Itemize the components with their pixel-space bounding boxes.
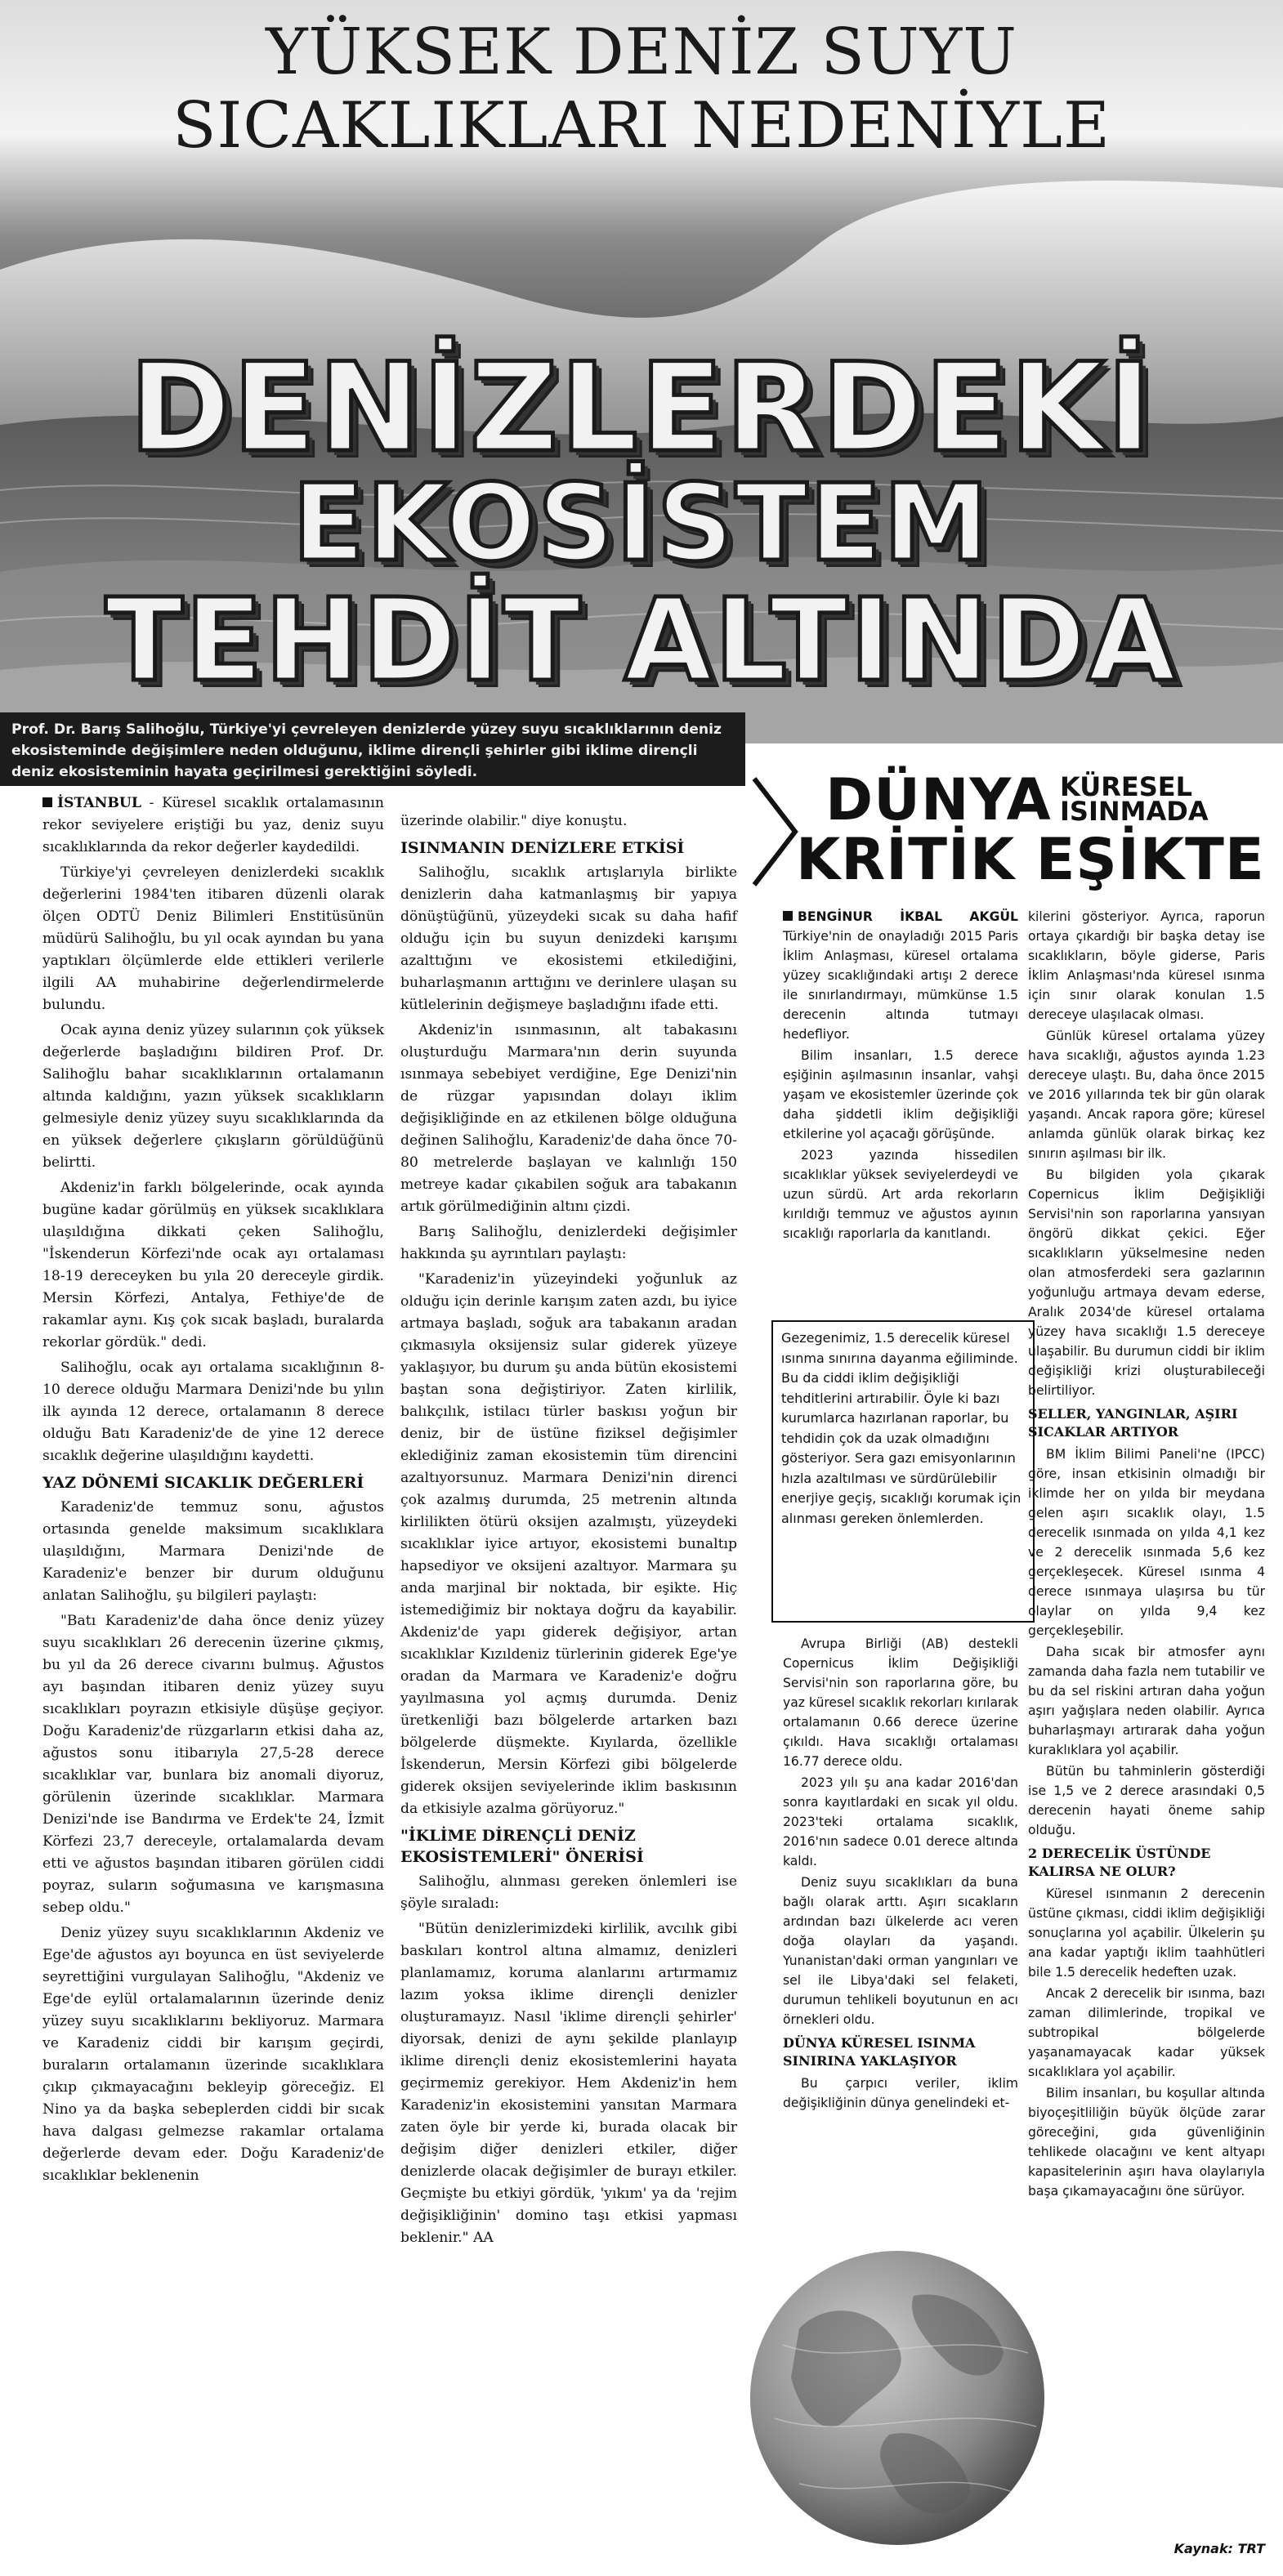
article-source: AA xyxy=(473,2230,494,2246)
side-article-column-1-top xyxy=(783,907,1018,1245)
paragraph: Salihoğlu, alınması gereken önlemleri ise şöyle sıraladı: xyxy=(400,1873,737,1912)
author-byline: BENGİNUR İKBAL AKGÜL xyxy=(798,909,1018,924)
side-headline-word2-line1: KÜRESEL xyxy=(1060,771,1193,802)
headline-line1: DENİZLERDEKİ xyxy=(129,337,1154,480)
highlight-box: Gezegenimiz, 1.5 derecelik küresel ısınma sınırına dayanma eğiliminde. Bu da ciddi iklim değişikliği tehditlerini artırabilir. Öyle ki bazı kurumlarca hazırlanan raporlar, bu tehdidin çok da uzak olmadığını gösteriyor. Sera gazı emisyonlarının hızla azaltılması ve sürdürülebilir enerjiye geçiş, sıcaklığı korumak için alınması gereken önlemlerden. xyxy=(771,1320,1035,1623)
paragraph: Ocak ayına deniz yüzey sularının çok yüksek değerlerde başladığını bildiren Prof. Dr. Salihoğlu bahar sıcaklıklarının ortalamanın altında kaldığını, yazın yüksek sıcaklıkların gelmesiyle deniz yüzey suyu sıcaklıklarında da en yüksek değerlere çıkışların görüldüğünü belirtti. xyxy=(42,1022,384,1171)
paragraph: Bu bilgiden yola çıkarak Copernicus İklim Değişikliği Servisi'nin son raporlarına yansıyan öngörü dikkat çekici. Eğer sıcaklıkların yükselmesine neden olan atmosferdeki sera gazlarının yoğunluğu artmaya devam ederse, Aralık 2034'de küresel ortalama yüzey hava sıcaklığı 1.5 dereceye ulaşabilir. Bu durumun ciddi bir iklim değişikliği krizi oluşturabileceği belirtiliyor. xyxy=(1028,1167,1265,1398)
paragraph: Daha sıcak bir atmosfer aynı zamanda daha fazla nem tutabilir ve bu da sel riskini artıran daha yoğun aşırı yağışlara neden olabilir. Ayrıca buharlaşmayı artırarak daha yoğun kuraklıklara yol açabilir. xyxy=(1028,1645,1265,1757)
bullet-square-icon xyxy=(783,911,793,921)
paragraph: Ancak 2 derecelik bir ısınma, bazı zaman dilimlerinde, tropikal ve subtropikal bölgelerde yaşanamayacak kadar yüksek sıcaklıklara yol açabilir. xyxy=(1028,1986,1265,2079)
paragraph: "Karadeniz'in yüzeyindeki yoğunluk az olduğu için derinle karışım zaten azdı, bu iyice artmaya başladı, soğuk ara tabakanın aradan çıkmasıyla oksijensiz sular giderek yüzeye yaklaşıyor, bu durum şu anda bütün ekosistemi baştan sona değiştiriyor. Zaten kirlilik, balıkçılık, istilacı türler baskısı yoğun bir deniz, bir de üstüne fiziksel değişimler eklediğiniz zaman ekosistemin tüm direncini azaltıyorsunuz. Marmara Denizi'nin direnci çok azalmış durumda, 25 metrenin altında kirlilikten ötürü oksijen azalmıştı, yüzeydeki sıcaklıklar iyice artıyor, ekosistemi bunaltıp hapsediyor ve oksijeni azaltıyor. Marmara şu anda marjinal bir noktada, bir eşikte. Hiç istemediğimiz bir noktaya doğru da kayabilir. Akdeniz'de yapı giderek değişiyor, artan sıcaklıklar Kızıldeniz türlerinin giderek Ege'ye oradan da Marmara ve Karadeniz'e doğru yayılmasına yol açmış durumda. Deniz üretkenliği bazı bölgelerde artarken bazı bölgelerde düşmekte. Kıyılarda, özellikle İskenderun, Mersin Körfezi gibi bölgelerde giderek oksijen seviyelerinde iklim baskısının da etkisiyle azalma görüyoruz." xyxy=(400,1271,737,1817)
paragraph: Salihoğlu, sıcaklık artışlarıyla birlikte denizlerin daha katmanlaşmış bir yapıya dönüştüğünü, yüzeydeki sıcak su daha hafif olduğu için bu suyun denizdeki karışımı azalttığını ve ekosistemi etkilediğini, buharlaşmanın arttığını ve derinlere ulaşan su kütlelerinin değişmeye başladığını ifade etti. xyxy=(400,864,737,1013)
subheading: 2 DERECELİK ÜSTÜNDE KALIRSA NE OLUR? xyxy=(1028,1846,1211,1879)
paragraph-text: - Küresel sıcaklık ortalamasının rekor seviyelere eriştiği bu yaz, deniz suyu sıcaklıklarında da rekor değerler kaydedildi. xyxy=(42,795,384,855)
hero-photo xyxy=(0,0,1283,743)
paragraph-text: Türkiye'nin de onayladığı 2015 Paris İklim Anlaşması, küresel ortalama yüzey sıcaklığındaki artışı 2 derece ile sınırlandırmayı, mümkünse 1.5 derecenin altında tutmayı hedefliyor. xyxy=(783,929,1018,1042)
side-article-column-2 xyxy=(1028,907,1265,2203)
side-headline-word3: KRİTİK EŞİKTE xyxy=(796,826,1265,893)
paragraph xyxy=(783,907,1018,1044)
paragraph: kilerini gösteriyor. Ayrıca, raporun ortaya çıkardığı bir başka detay ise sıcaklıkların, böyle giderse, Paris İklim Anlaşması'nda küresel ısınma için sınır olarak konulan 1.5 dereceye ulaşılacak olması. xyxy=(1028,909,1265,1022)
bullet-square-icon xyxy=(42,797,52,807)
paragraph: Avrupa Birliği (AB) destekli Copernicus İklim Değişikliği Servisi'nin son raporlarına göre, bu yaz küresel sıcaklık rekorları kırılarak ortalamanın 0.66 derece üzerine çıkıldı. Hava sıcaklığı ortalaması 16.77 derece oldu. xyxy=(783,1636,1018,1769)
top-title-line2: SICAKLIKLARI NEDENİYLE xyxy=(172,89,1111,163)
paragraph: Bütün bu tahminlerin gösterdiği ise 1,5 ve 2 derece arasındaki 0,5 derecenin hayati öneme sahip olduğu. xyxy=(1028,1764,1265,1837)
paragraph-text: "Bütün denizlerimizdeki kirlilik, avcılık gibi baskıları kontrol altına almamız, denizleri planlamamız, koruma alanlarını artırmamız lazım yoksa iklime dirençli denizler oluşturamayız. Nasıl 'iklime dirençli şehirler' diyorsak, denizi de aynı şekilde planlayıp iklime dirençli deniz ekosistemlerini hayata geçirmemiz gerekiyor. Hem Akdeniz'in hem Karadeniz'in ekosistemini yansıtan Marmara zaten öyle bir yerde ki, burada olacak bir değişim diğer denizleri etkiler, diğer denizlerde olacak değişimler de burayı etkiler. Geçmişte bu etkiyi gördük, 'yıkım' ya da 'rejim değişikliğinin' domino taşı etkisi yapması beklenir." xyxy=(400,1921,737,2246)
paragraph xyxy=(400,1918,737,2249)
paragraph: Deniz yüzey suyu sıcaklıklarının Akdeniz ve Ege'de ağustos ayı boyunca en üst seviyelerde seyrettiğini vurgulayan Salihoğlu, "Akdeniz ve Ege'de eylül ortalamalarının üzerinde deniz yüzey suyu sıcaklıklarını bekliyoruz. Marmara ve Karadeniz ciddi bir karışım geçirdi, buraların ortalamanın üzerinde sıcaklıklara çıkıp çıkmayacağını bekleyip göreceğiz. El Nino ya da başka sebeplerden ciddi bir sıcak hava dalgası gelmezse rakamlar ortalama değerlerde devam eder. Doğu Karadeniz'de sıcaklıklar beklenenin xyxy=(42,1925,384,2184)
chevron-right-icon xyxy=(750,775,799,889)
subheading: ISINMANIN DENİZLERE ETKİSİ xyxy=(400,839,685,857)
source-credit: Kaynak: TRT xyxy=(1173,2541,1265,2556)
side-headline-word2 xyxy=(1060,771,1281,827)
paragraph: BM İklim Bilimi Paneli'ne (IPCC) göre, insan etkisinin olmadığı bir iklimde her on yılda bir meydana gelen aşırı sıcaklık olayı, 1.5 derecelik ısınmada on yılda 4,1 kez ve 2 derecelik ısınmada 5,6 kez gerçekleşecek. Küresel ısınma 4 derece ısınmaya ulaşırsa bu tür olaylar on yılda 9,4 kez gerçekleşebilir. xyxy=(1028,1447,1265,1638)
subheading: YAZ DÖNEMİ SICAKLIK DEĞERLERİ xyxy=(42,1474,364,1492)
paragraph: 2023 yılı şu ana kadar 2016'dan sonra kayıtlardaki en sıcak yıl oldu. 2023'teki ortalama sıcaklık, 2016'nın sadece 0.01 derece altında kaldı. xyxy=(783,1775,1018,1868)
paragraph: Salihoğlu, ocak ayı ortalama sıcaklığının 8-10 derece olduğu Marmara Denizi'nde bu yılın ilk ayında 12 derece, ortalamanın 8 derece olduğu Batı Karadeniz'de de yine 12 derece sıcaklık değerine ulaşıldığını kaydetti. xyxy=(42,1359,384,1464)
subheading: "İKLİME DİRENÇLİ DENİZ EKOSİSTEMLERİ" ÖNERİSİ xyxy=(400,1827,644,1866)
paragraph: Barış Salihoğlu, denizlerdeki değişimler hakkında şu ayrıntıları paylaştı: xyxy=(400,1224,737,1262)
paragraph: Bu çarpıcı veriler, iklim değişikliğinin dünya genelindeki et- xyxy=(783,2076,1018,2110)
side-headline xyxy=(745,768,1283,899)
dateline: İSTANBUL xyxy=(57,795,141,811)
paragraph: Akdeniz'in ısınmasının, alt tabakasını oluşturduğu Marmara'nın derin suyunda ısınmaya sebebiyet verdiğine, Ege Denizi'nin de rüzgar yapısından dolayı iklim değişikliğinde en az etkilenen bölge olduğuna değinen Salihoğlu, Karadeniz'de daha önce 70-80 metrelerde başlayan ve kalınlığı 150 metreye kadar çıkabilen soğuk ara tabakanın artık görülmediğinin altını çizdi. xyxy=(400,1022,737,1215)
subheading: SELLER, YANGINLAR, AŞIRI SICAKLAR ARTIYOR xyxy=(1028,1406,1238,1440)
headline-line3: TEHDİT ALTINDA xyxy=(105,574,1178,708)
paragraph: Bilim insanları, bu koşullar altında biyoçeşitliliğin büyük ölçüde zarar göreceğini, gıda güvenliğinin tehlikede olacağını ve kent altyapı kapasitelerinin aşırı hava olaylarıyla başa çıkamayacağını öne sürüyor. xyxy=(1028,2086,1265,2199)
top-title-line1: YÜKSEK DENİZ SUYU xyxy=(266,16,1017,89)
headline-line2: EKOSİSTEM xyxy=(292,461,991,585)
paragraph: Akdeniz'in farklı bölgelerinde, ocak ayında bugüne kadar görülmüş en yüksek sıcaklıklara ulaşıldığına dikkati çeken Salihoğlu, "İskenderun Körfezi'nde ocak ayı ortalaması 18-19 dereceyken bu yıla 20 dereceyle girdik. Mersin Körfezi, Antalya, Fethiye'de de rakamlar aynı. Kış çok sıcak başladı, buralarda rekorlar gördük." dedi. xyxy=(42,1180,384,1351)
side-article-column-1-bottom xyxy=(783,1634,1018,2114)
paragraph xyxy=(42,792,384,859)
side-headline-word2-line2: ISINMADA xyxy=(1060,796,1209,827)
side-headline-word1: DÜNYA xyxy=(825,766,1052,833)
main-article-column-1 xyxy=(42,792,384,2190)
paragraph: üzerinde olabilir." diye konuştu. xyxy=(400,813,628,829)
paragraph: Günlük küresel ortalama yüzey hava sıcaklığı, ağustos ayında 1.23 dereceye ulaştı. Bu, daha önce 2015 ve 2016 yıllarında tek bir gün olarak yaşandı. Ancak rapora göre; küresel anlamda günlük olarak birkaç kez sınırın aşılması bir ilk. xyxy=(1028,1029,1265,1161)
paragraph: Bilim insanları, 1.5 derece eşiğinin aşılmasının insanlar, vahşi yaşam ve ekosistemler üzerinde çok daha şiddetli iklim değişikliği etkilerine yol açacağı görüşünde. xyxy=(783,1048,1018,1141)
paragraph: Küresel ısınmanın 2 derecenin üstüne çıkması, ciddi iklim değişikliği sonuçlarına yol açabilir. Ülkelerin şu ana kadar yaptığı iklim taahhütleri bile 1.5 derecelik hedeften uzak. xyxy=(1028,1886,1265,1980)
lead-paragraph: Prof. Dr. Barış Salihoğlu, Türkiye'yi çevreleyen denizlerde yüzey suyu sıcaklıklarının deniz ekosisteminde değişimlere neden olduğunu, iklime dirençli şehirler gibi iklime dirençli deniz ekosisteminin hayata geçirilmesi gerektiğini söyledi. xyxy=(0,712,745,786)
globe-image xyxy=(750,2222,1061,2565)
paragraph: 2023 yazında hissedilen sıcaklıklar yüksek seviyelerdeydi ve uzun sürdü. Art arda rekorların kırıldığı temmuz ve ağustos ayının sıcaklığı raporlarla da kanıtlandı. xyxy=(783,1148,1018,1241)
paragraph: "Batı Karadeniz'de daha önce deniz yüzey suyu sıcaklıkları 26 derecenin üzerine çıkmış, bu yıl da 26 derece civarını bulmuş. Ağustos ayı başından itibaren deniz yüzey suyu sıcaklıkları poyrazın etkisiyle düşüşe geçiyor. Doğu Karadeniz'de rüzgarların etkisi daha az, ağustos sonu itibarıyla 27,5-28 derece sıcaklıklar var, bunlara biz anomali diyoruz, görülenin üzerinde sıcaklıklar. Marmara Denizi'nde ise Bandırma ve Erdek'te 24, İzmit Körfezi 23,7 dereceyle, ortalamalarda devam etti ve ağustos başından itibaren görülen ciddi poyraz, suların soğumasına ve karışmasına sebep oldu." xyxy=(42,1613,384,1916)
subheading: DÜNYA KÜRESEL ISINMA SINIRINA YAKLAŞIYOR xyxy=(783,2035,976,2069)
paragraph: Deniz suyu sıcaklıkları da buna bağlı olarak arttı. Aşırı sıcakların ardından bazı ülkelerde acı veren doğa olayları da yaşandı. Yunanistan'daki orman yangınları ve sel ile Libya'daki sel felaketi, durumun tehlikeli boyutunun en acı örnekleri oldu. xyxy=(783,1875,1018,2027)
main-article-column-2 xyxy=(400,810,737,2252)
paragraph: Türkiye'yi çevreleyen denizlerdeki sıcaklık değerlerini 1984'ten itibaren düzenli olarak ölçen ODTÜ Deniz Bilimleri Enstitüsünün müdürü Salihoğlu, bu yıl ocak ayından bu yana yaptıkları ölçümlerde elde ettikleri verilerle ilgili AA muhabirine değerlendirmelerde bulundu. xyxy=(42,864,384,1013)
paragraph: Karadeniz'de temmuz sonu, ağustos ortasında genelde maksimum sıcaklıklara ulaşıldığını, Marmara Denizi'nde de Karadeniz'e benzer bir durum olduğunu anlatan Salihoğlu, şu bilgileri paylaştı: xyxy=(42,1499,384,1604)
